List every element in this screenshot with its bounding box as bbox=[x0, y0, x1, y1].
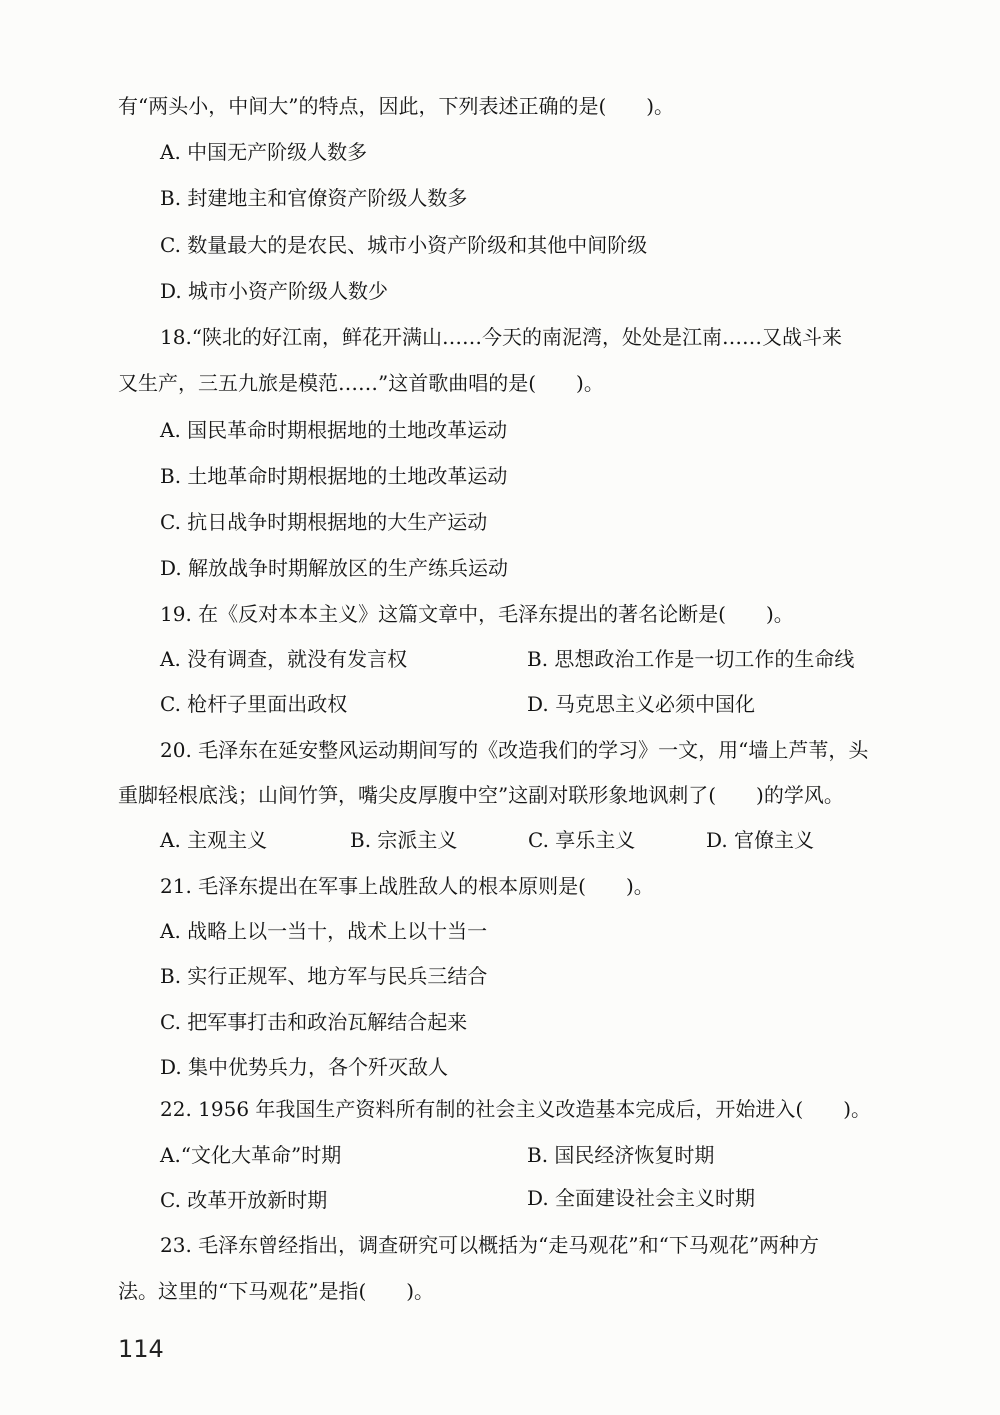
q18-stem-line2: 又生产，三五九旅是模范……”这首歌曲唱的是( )。 bbox=[118, 371, 604, 395]
q21-option-c: C. 把军事打击和政治瓦解结合起来 bbox=[160, 1010, 468, 1034]
q22-option-d: D. 全面建设社会主义时期 bbox=[527, 1186, 756, 1210]
q22-option-a: A.“文化大革命”时期 bbox=[160, 1143, 342, 1167]
q19-stem: 19. 在《反对本本主义》这篇文章中，毛泽东提出的著名论断是( )。 bbox=[160, 602, 794, 626]
q18-option-a: A. 国民革命时期根据地的土地改革运动 bbox=[160, 418, 508, 442]
q19-option-c: C. 枪杆子里面出政权 bbox=[160, 692, 348, 716]
q23-stem-line2: 法。这里的“下马观花”是指( )。 bbox=[118, 1279, 435, 1303]
q23-stem-line1: 23. 毛泽东曾经指出，调查研究可以概括为“走马观花”和“下马观花”两种方 bbox=[160, 1233, 820, 1257]
q20-option-c: C. 享乐主义 bbox=[528, 828, 636, 852]
q20-option-b: B. 宗派主义 bbox=[350, 828, 458, 852]
q19-option-a: A. 没有调查，就没有发言权 bbox=[160, 647, 408, 671]
q18-option-d: D. 解放战争时期解放区的生产练兵运动 bbox=[160, 556, 509, 580]
q17-option-c: C. 数量最大的是农民、城市小资产阶级和其他中间阶级 bbox=[160, 233, 648, 257]
q21-option-d: D. 集中优势兵力，各个歼灭敌人 bbox=[160, 1055, 449, 1079]
q19-option-b: B. 思想政治工作是一切工作的生命线 bbox=[527, 647, 855, 671]
q21-option-a: A. 战略上以一当十，战术上以十当一 bbox=[160, 919, 488, 943]
q17-option-d: D. 城市小资产阶级人数少 bbox=[160, 279, 389, 303]
q18-option-c: C. 抗日战争时期根据地的大生产运动 bbox=[160, 510, 488, 534]
q17-stem-continued: 有“两头小，中间大”的特点，因此，下列表述正确的是( )。 bbox=[118, 94, 675, 118]
q20-option-d: D. 官僚主义 bbox=[706, 828, 815, 852]
q20-stem-line2: 重脚轻根底浅；山间竹笋，嘴尖皮厚腹中空”这副对联形象地讽刺了( )的学风。 bbox=[118, 783, 844, 807]
q18-option-b: B. 土地革命时期根据地的土地改革运动 bbox=[160, 464, 508, 488]
q22-option-b: B. 国民经济恢复时期 bbox=[527, 1143, 715, 1167]
q22-option-c: C. 改革开放新时期 bbox=[160, 1188, 328, 1212]
q20-stem-line1: 20. 毛泽东在延安整风运动期间写的《改造我们的学习》一文，用“墙上芦苇，头 bbox=[160, 738, 869, 762]
q18-stem-line1: 18.“陕北的好江南，鲜花开满山……今天的南泥湾，处处是江南……又战斗来 bbox=[160, 325, 843, 349]
q21-option-b: B. 实行正规军、地方军与民兵三结合 bbox=[160, 964, 488, 988]
q17-option-a: A. 中国无产阶级人数多 bbox=[160, 140, 368, 164]
q21-stem: 21. 毛泽东提出在军事上战胜敌人的根本原则是( )。 bbox=[160, 874, 654, 898]
q19-option-d: D. 马克思主义必须中国化 bbox=[527, 692, 756, 716]
q17-option-b: B. 封建地主和官僚资产阶级人数多 bbox=[160, 186, 468, 210]
q22-stem: 22. 1956 年我国生产资料所有制的社会主义改造基本完成后，开始进入( )。 bbox=[160, 1097, 872, 1121]
page-number: 114 bbox=[118, 1335, 164, 1363]
q20-option-a: A. 主观主义 bbox=[160, 828, 268, 852]
